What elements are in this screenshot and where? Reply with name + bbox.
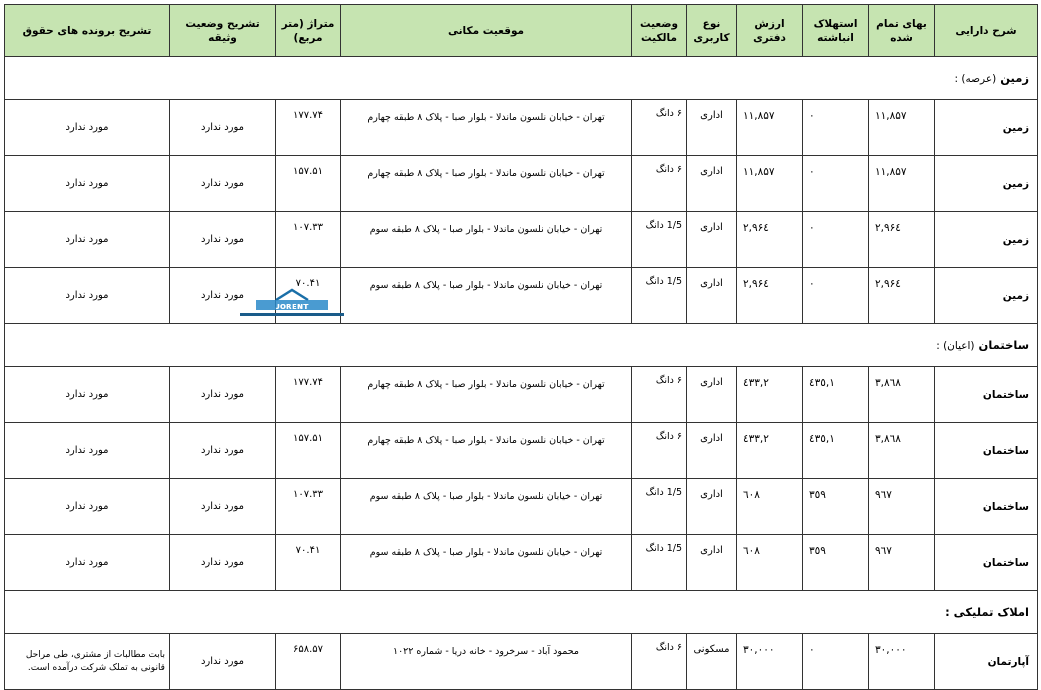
watermark-logo-text: ᴊᴏʀᴇɴᴛ — [275, 302, 309, 312]
cell-asset-name: ساختمان — [935, 367, 1038, 423]
cell-doc-status: مورد ندارد — [170, 479, 276, 535]
cell-book-value: ۱۱,۸۵۷ — [737, 100, 803, 156]
cell-full-cost: ۳,۸٦۸ — [869, 423, 935, 479]
cell-asset-name: زمین — [935, 212, 1038, 268]
cell-rights-files: مورد ندارد — [5, 535, 170, 591]
cell-area: ۱۵۷.۵۱ — [276, 156, 341, 212]
table-row — [5, 479, 1038, 535]
col-header-usage-type: نوع کاربری — [687, 5, 737, 57]
cell-book-value: ۲,٤۳۳ — [737, 423, 803, 479]
cell-usage-type: اداری — [687, 479, 737, 535]
cell-rights-files: مورد ندارد — [5, 100, 170, 156]
cell-book-value: ۱۱,۸۵۷ — [737, 156, 803, 212]
cell-book-value: ۲,۹۶٤ — [737, 268, 803, 324]
cell-usage-type: اداری — [687, 268, 737, 324]
section-header-row — [5, 324, 1038, 367]
cell-ownership: 1/5 دانگ — [632, 268, 687, 324]
cell-asset-name: ساختمان — [935, 479, 1038, 535]
cell-book-value: ٦۰۸ — [737, 535, 803, 591]
cell-full-cost: ۱۱,۸۵۷ — [869, 100, 935, 156]
section-header-row — [5, 57, 1038, 100]
cell-accum-depr: ۰ — [803, 268, 869, 324]
cell-location: تهران - خیابان نلسون ماندلا - بلوار صبا - پلاک ۸ طبقه سوم — [341, 212, 632, 268]
cell-rights-files: مورد ندارد — [5, 367, 170, 423]
cell-rights-files: مورد ندارد — [5, 423, 170, 479]
cell-accum-depr: ۱,٤۳٥ — [803, 423, 869, 479]
cell-area: ۱۰۷.۳۳ — [276, 212, 341, 268]
header-row — [5, 5, 1038, 57]
cell-area: ۱۰۷.۳۳ — [276, 479, 341, 535]
col-header-area: متراژ (متر مربع) — [276, 5, 341, 57]
cell-doc-status: مورد ندارد — [170, 212, 276, 268]
cell-usage-type: اداری — [687, 212, 737, 268]
cell-doc-status: مورد ندارد — [170, 268, 276, 324]
cell-doc-status: مورد ندارد — [170, 634, 276, 690]
section-note: (عرصه) : — [954, 73, 997, 85]
col-header-full-cost: بهای تمام شده — [869, 5, 935, 57]
cell-full-cost: ۳۰,۰۰۰ — [869, 634, 935, 690]
section-note: (اعیان) : — [936, 340, 975, 352]
section-title — [5, 57, 1038, 100]
cell-book-value: ۲,٤۳۳ — [737, 367, 803, 423]
cell-usage-type: اداری — [687, 100, 737, 156]
cell-location: تهران - خیابان نلسون ماندلا - بلوار صبا - پلاک ۸ طبقه سوم — [341, 268, 632, 324]
cell-usage-type: اداری — [687, 423, 737, 479]
cell-ownership: 1/5 دانگ — [632, 479, 687, 535]
cell-book-value: ۳۰,۰۰۰ — [737, 634, 803, 690]
fixed-assets-table — [4, 4, 1038, 690]
cell-accum-depr: ۰ — [803, 212, 869, 268]
section-title-text: املاک تملیکی : — [945, 605, 1029, 619]
cell-rights-files: مورد ندارد — [5, 479, 170, 535]
cell-rights-files: مورد ندارد — [5, 156, 170, 212]
col-header-book-value: ارزش دفتری — [737, 5, 803, 57]
cell-full-cost: ۲,۹۶٤ — [869, 268, 935, 324]
cell-rights-files: مورد ندارد — [5, 212, 170, 268]
table-row — [5, 212, 1038, 268]
cell-full-cost: ۳,۸٦۸ — [869, 367, 935, 423]
table-row — [5, 535, 1038, 591]
col-header-accum-depr: استهلاک انباشته — [803, 5, 869, 57]
table-row — [5, 634, 1038, 690]
cell-usage-type: اداری — [687, 156, 737, 212]
asset-table-container — [4, 4, 1037, 673]
cell-ownership: ۶ دانگ — [632, 100, 687, 156]
cell-ownership: 1/5 دانگ — [632, 535, 687, 591]
cell-ownership: ۶ دانگ — [632, 156, 687, 212]
cell-asset-name: آپارتمان — [935, 634, 1038, 690]
cell-rights-files: مورد ندارد — [5, 268, 170, 324]
col-header-rights-files: تشریح برونده های حقوق — [5, 5, 170, 57]
cell-area: ۱۷۷.۷۴ — [276, 367, 341, 423]
cell-accum-depr: ۳٥۹ — [803, 479, 869, 535]
cell-book-value: ٦۰۸ — [737, 479, 803, 535]
cell-location: تهران - خیابان نلسون ماندلا - بلوار صبا - پلاک ۸ طبقه چهارم — [341, 423, 632, 479]
cell-asset-name: زمین — [935, 100, 1038, 156]
watermark-logo — [236, 286, 348, 320]
cell-usage-type: اداری — [687, 535, 737, 591]
col-header-ownership: وضعیت مالکیت — [632, 5, 687, 57]
cell-doc-status: مورد ندارد — [170, 100, 276, 156]
cell-asset-name: زمین — [935, 268, 1038, 324]
cell-ownership: ۶ دانگ — [632, 634, 687, 690]
cell-accum-depr: ۰ — [803, 156, 869, 212]
cell-rights-files: بابت مطالبات از مشتری، طی مراحل قانونی به تملک شرکت درآمده است. — [5, 634, 170, 690]
cell-asset-name: زمین — [935, 156, 1038, 212]
cell-ownership: 1/5 دانگ — [632, 212, 687, 268]
cell-ownership: ۶ دانگ — [632, 367, 687, 423]
cell-asset-name: ساختمان — [935, 423, 1038, 479]
cell-full-cost: ۱۱,۸۵۷ — [869, 156, 935, 212]
section-title-text: ساختمان — [978, 338, 1029, 352]
table-row — [5, 268, 1038, 324]
cell-book-value: ۲,۹۶٤ — [737, 212, 803, 268]
table-row — [5, 367, 1038, 423]
cell-asset-name: ساختمان — [935, 535, 1038, 591]
cell-doc-status: مورد ندارد — [170, 156, 276, 212]
cell-doc-status: مورد ندارد — [170, 367, 276, 423]
cell-area: ۱۵۷.۵۱ — [276, 423, 341, 479]
cell-usage-type: مسکونی — [687, 634, 737, 690]
cell-doc-status: مورد ندارد — [170, 423, 276, 479]
cell-full-cost: ۹٦۷ — [869, 535, 935, 591]
cell-accum-depr: ۱,٤۳٥ — [803, 367, 869, 423]
cell-accum-depr: ۰ — [803, 634, 869, 690]
cell-location: تهران - خیابان نلسون ماندلا - بلوار صبا - پلاک ۸ طبقه سوم — [341, 535, 632, 591]
cell-location: تهران - خیابان نلسون ماندلا - بلوار صبا - پلاک ۸ طبقه چهارم — [341, 156, 632, 212]
col-header-asset-desc: شرح دارایی — [935, 5, 1038, 57]
cell-area: ۷۰.۴۱ — [276, 268, 341, 324]
table-row — [5, 423, 1038, 479]
section-title — [5, 591, 1038, 634]
cell-doc-status: مورد ندارد — [170, 535, 276, 591]
cell-area: ۱۷۷.۷۴ — [276, 100, 341, 156]
cell-full-cost: ۲,۹۶٤ — [869, 212, 935, 268]
table-row — [5, 100, 1038, 156]
cell-full-cost: ۹٦۷ — [869, 479, 935, 535]
section-header-row — [5, 591, 1038, 634]
cell-area: ۶۵۸.۵۷ — [276, 634, 341, 690]
cell-usage-type: اداری — [687, 367, 737, 423]
cell-location: تهران - خیابان نلسون ماندلا - بلوار صبا - پلاک ۸ طبقه سوم — [341, 479, 632, 535]
cell-area: ۷۰.۴۱ — [276, 535, 341, 591]
section-title — [5, 324, 1038, 367]
cell-ownership: ۶ دانگ — [632, 423, 687, 479]
cell-accum-depr: ۳٥۹ — [803, 535, 869, 591]
cell-location: تهران - خیابان نلسون ماندلا - بلوار صبا - پلاک ۸ طبقه چهارم — [341, 367, 632, 423]
table-row — [5, 156, 1038, 212]
cell-location: محمود آباد - سرخرود - خانه دریا - شماره ۱۰۲۲ — [341, 634, 632, 690]
col-header-location: موقعیت مکانی — [341, 5, 632, 57]
cell-location: تهران - خیابان نلسون ماندلا - بلوار صبا - پلاک ۸ طبقه چهارم — [341, 100, 632, 156]
cell-accum-depr: ۰ — [803, 100, 869, 156]
section-title-text: زمین — [1000, 71, 1029, 85]
col-header-doc-status: تشریح وضعیت وثیقه — [170, 5, 276, 57]
table-body — [5, 57, 1038, 690]
